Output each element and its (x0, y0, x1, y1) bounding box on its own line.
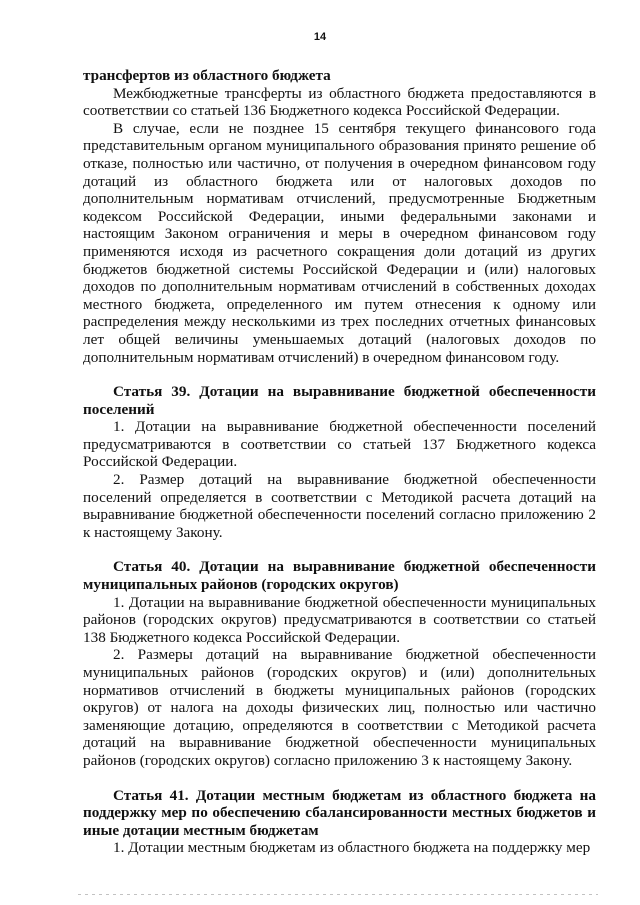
continuation-heading: трансфертов из областного бюджета (83, 67, 331, 84)
article-heading: Статья 39. Дотации на выравнивание бюджетной обеспеченности поселений (83, 383, 596, 418)
document-body (83, 67, 596, 857)
article-39 (83, 383, 596, 541)
article-paragraph: 2. Размеры дотаций на выравнивание бюджетной обеспеченности муниципальных районов (городских округов) и (или) дополнительных нормативов отчислений в бюджеты муниципальных районов (городских округов) от налога на доходы физических лиц, полностью или частично заменяющие дотацию, определяются в соответствии с Методикой расчета дотаций на выравнивание бюджетной обеспеченности муниципальных районов (городских округов) согласно приложению 3 к настоящему Закону. (83, 646, 596, 769)
section-spacer (83, 366, 596, 383)
article-40 (83, 558, 596, 769)
article-paragraph: 1. Дотации местным бюджетам из областного бюджета на поддержку мер (113, 839, 591, 857)
article-paragraph: 1. Дотации на выравнивание бюджетной обеспеченности муниципальных районов (городских округов) предусматриваются в соответствии со статьей 138 Бюджетного кодекса Российской Федерации. (83, 593, 596, 646)
paragraph-intro-refusal: В случае, если не позднее 15 сентября текущего финансового года представительным органом муниципального образования принято решение об отказе, полностью или частично, от получения в очередном финансовом году дотаций из областного бюджета или от налоговых доходов по дополнительным нормативам отчислений, предусмотренные Бюджетным кодексом Российской Федерации, иными федеральными законами и настоящим Законом ограничения и меры в очередном финансовом году применяются исходя из расчетного сокращения доли дотаций из других бюджетов бюджетной системы Российской Федерации и (или) налоговых доходов по дополнительным нормативам отчислений в собственных доходах местного бюджета, определенного им путем отнесения к одному или распределения между несколькими из трех последних отчетных финансовых лет общей величины уменьшаемых дотаций (налоговых доходов по дополнительным нормативам отчислений) в очередном финансовом году. (83, 119, 596, 366)
paragraph-intro-transfers: Межбюджетные трансферты из областного бюджета предоставляются в соответствии со статьей 136 Бюджетного кодекса Российской Федерации. (83, 84, 596, 120)
section-spacer (83, 770, 596, 787)
article-heading: Статья 40. Дотации на выравнивание бюджетной обеспеченности муниципальных районов (городских округов) (83, 558, 596, 594)
article-41 (83, 787, 596, 857)
article-heading: Статья 41. Дотации местным бюджетам из областного бюджета на поддержку мер по обеспечению сбалансированности местных бюджетов и иные дотации местным бюджетам (83, 786, 596, 839)
section-spacer (83, 541, 596, 558)
article-paragraph: 2. Размер дотаций на выравнивание бюджетной обеспеченности поселений определяется в соответствии с Методикой расчета дотаций на выравнивание бюджетной обеспеченности поселений согласно приложению 2 к настоящему Закону. (83, 471, 596, 541)
page-bottom-edge (78, 894, 598, 895)
page-number: 14 (313, 31, 327, 43)
article-paragraph: 1. Дотации на выравнивание бюджетной обеспеченности поселений предусматриваются в соответствии со статьей 137 Бюджетного кодекса Российской Федерации. (83, 418, 596, 471)
